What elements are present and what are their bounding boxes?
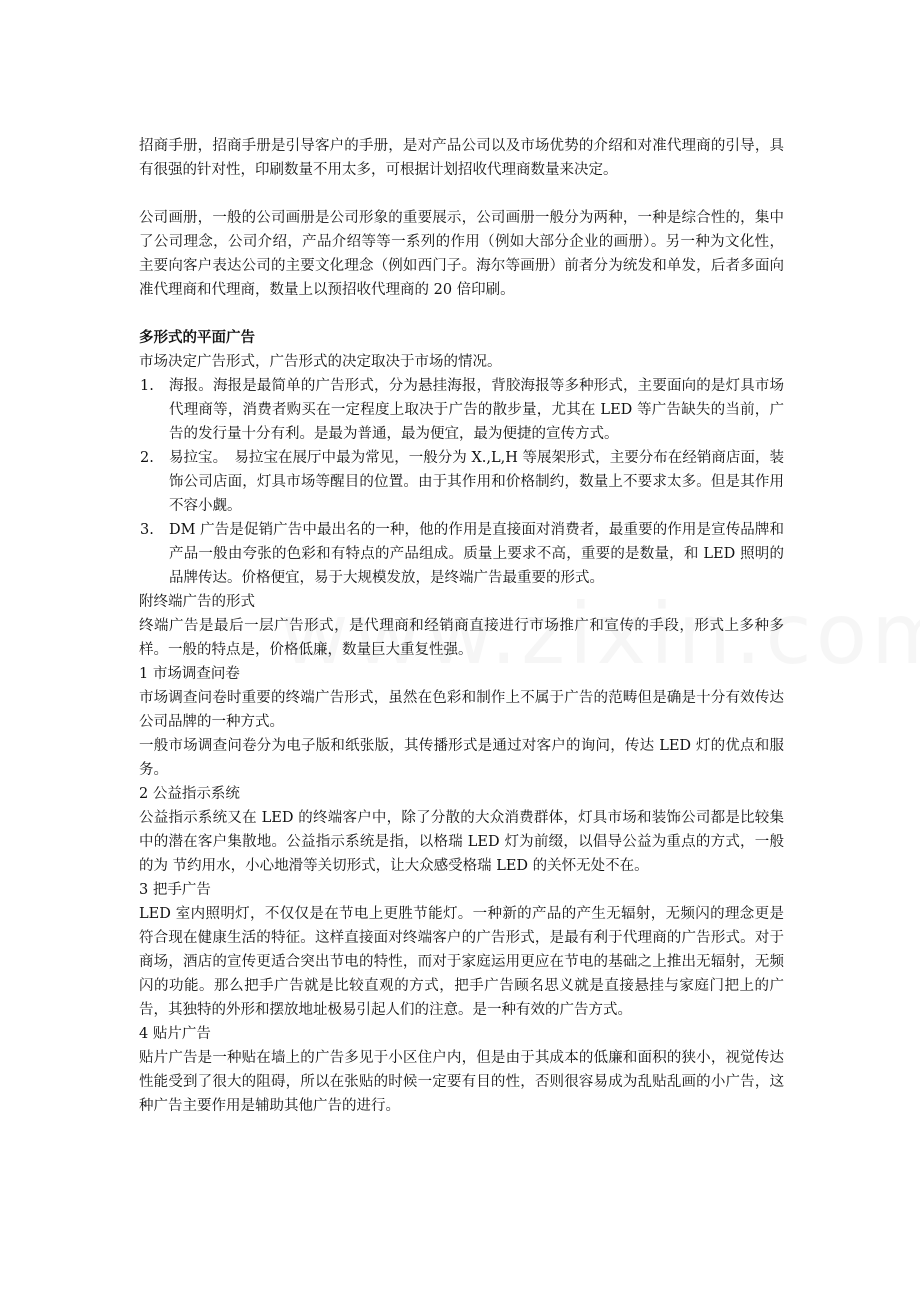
paragraph-company-brochure: 公司画册，一般的公司画册是公司形象的重要展示，公司画册一般分为两种，一种是综合性的，集中了公司理念，公司介绍，产品介绍等等一系列的作用（例如大部分企业的画册）。另一种为文化性，主要向客户表达公司的主要文化理念（例如西门子。海尔等画册）前者分为统发和单发，后者多面向准代理商和代理商，数量上以预招收代理商的 20 倍印刷。	[139, 210, 784, 298]
section-title: 附终端广告的形式	[139, 594, 255, 610]
section-heading: 多形式的平面广告	[139, 329, 255, 346]
list-number: 1.	[140, 378, 154, 394]
subsection-title: 2 公益指示系统	[139, 786, 240, 802]
subsection-paragraph: LED 室内照明灯，不仅仅是在节电上更胜节能灯。一种新的产品的产生无辐射，无频闪的理念更是符合现在健康生活的特征。这样直接面对终端客户的广告形式，是最有利于代理商的广告形式。对于商场，酒店的宣传更适合突出节电的特性，而对于家庭运用更应在节电的基础之上推出无辐射，无频闪的功能。那么把手广告就是比较直观的方式，把手广告顾名思义就是直接悬挂与家庭门把上的广告，其独特的外形和摆放地址极易引起人们的注意。是一种有效的广告方式。	[139, 906, 784, 1018]
document-page	[139, 134, 784, 1118]
section-lead: 市场决定广告形式，广告形式的决定取决于市场的情况。	[139, 354, 502, 370]
list-item	[139, 374, 784, 446]
list-item	[139, 446, 784, 518]
subsection-paragraph: 市场调查问卷时重要的终端广告形式，虽然在色彩和制作上不属于广告的范畴但是确是十分有效传达公司品牌的一种方式。	[139, 690, 784, 730]
subsection-paragraph: 贴片广告是一种贴在墙上的广告多见于小区住户内，但是由于其成本的低廉和面积的狭小，视觉传达性能受到了很大的阻碍，所以在张贴的时候一定要有目的性，否则很容易成为乱贴乱画的小广告，这种广告主要作用是辅助其他广告的进行。	[139, 1050, 784, 1114]
subsection-title: 3 把手广告	[139, 882, 211, 898]
list-item-text: 海报。海报是最简单的广告形式，分为悬挂海报，背胶海报等多种形式，主要面向的是灯具市场代理商等，消费者购买在一定程度上取决于广告的散步量，尤其在 LED 等广告缺失的当前，广告的发行量十分有利。是最为普通，最为便宜，最为便捷的宣传方式。	[169, 378, 784, 442]
subsection-title: 4 贴片广告	[139, 1026, 211, 1042]
subsection-title: 1 市场调查问卷	[139, 666, 240, 682]
subsection-paragraph: 一般市场调查问卷分为电子版和纸张版，其传播形式是通过对客户的询问，传达 LED 灯的优点和服务。	[139, 738, 784, 778]
spacer	[139, 182, 784, 206]
ad-types-list	[139, 374, 784, 590]
spacer	[139, 302, 784, 326]
list-number: 3.	[140, 522, 154, 538]
list-item	[139, 518, 784, 590]
section-intro: 终端广告是最后一层广告形式，是代理商和经销商直接进行市场推广和宣传的手段，形式上多种多样。一般的特点是，价格低廉，数量巨大重复性强。	[139, 618, 784, 658]
subsection-paragraph: 公益指示系统又在 LED 的终端客户中，除了分散的大众消费群体，灯具市场和装饰公司都是比较集中的潜在客户集散地。公益指示系统是指，以格瑞 LED 灯为前缀，以倡导公益为重点的方式，一般的为 节约用水，小心地滑等关切形式，让大众感受格瑞 LED 的关怀无处不在。	[139, 810, 784, 874]
list-item-text: DM 广告是促销广告中最出名的一种，他的作用是直接面对消费者，最重要的作用是宣传品牌和产品一般由夸张的色彩和有特点的产品组成。质量上要求不高，重要的是数量，和 LED 照明的品牌传达。价格便宜，易于大规模发放，是终端广告最重要的形式。	[169, 522, 784, 586]
list-item-text: 易拉宝。 易拉宝在展厅中最为常见，一般分为 X.,L,H 等展架形式，主要分布在经销商店面，装饰公司店面，灯具市场等醒目的位置。由于其作用和价格制约，数量上不要求太多。但是其作用不容小觑。	[169, 450, 784, 514]
paragraph-merchant-manual: 招商手册，招商手册是引导客户的手册，是对产品公司以及市场优势的介绍和对准代理商的引导，具有很强的针对性，印刷数量不用太多，可根据计划招收代理商数量来决定。	[139, 138, 784, 178]
list-number: 2.	[140, 450, 154, 466]
